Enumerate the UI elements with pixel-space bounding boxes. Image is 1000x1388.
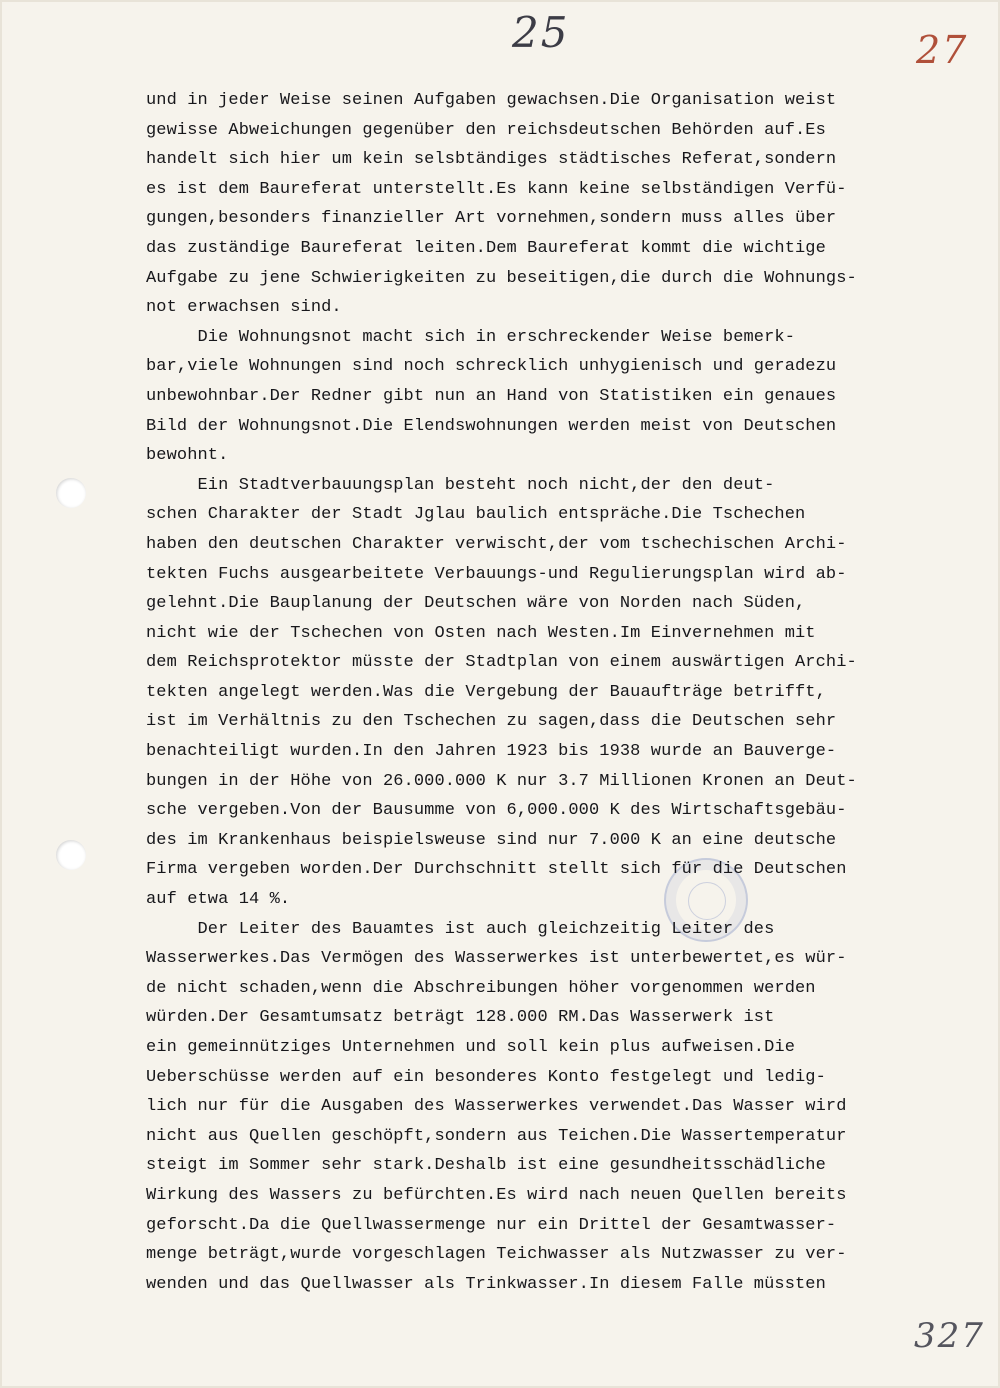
text-line: Wasserwerkes.Das Vermögen des Wasserwerkes ist unterbewertet,es wür- — [146, 949, 847, 969]
punch-hole-top — [56, 478, 86, 508]
text-line: wenden und das Quellwasser als Trinkwasser.In diesem Falle müssten — [146, 1274, 826, 1294]
text-line: ist im Verhältnis zu den Tschechen zu sagen,dass die Deutschen sehr — [146, 712, 837, 732]
handwritten-page-number-top-right: 27 — [916, 28, 969, 72]
text-line: nicht aus Quellen geschöpft,sondern aus Teichen.Die Wassertemperatur — [146, 1126, 847, 1146]
text-line: Aufgabe zu jene Schwierigkeiten zu beseitigen,die durch die Wohnungs- — [146, 268, 857, 288]
text-line: Firma vergeben worden.Der Durchschnitt stellt sich für die Deutschen — [146, 860, 847, 880]
punch-hole-bottom — [56, 840, 86, 870]
text-line: nicht wie der Tschechen von Osten nach Westen.Im Einvernehmen mit — [146, 623, 816, 643]
text-line: des im Krankenhaus beispielsweuse sind nur 7.000 K an eine deutsche — [146, 830, 837, 850]
text-line: handelt sich hier um kein selsbtändiges städtisches Referat,sondern — [146, 150, 837, 170]
text-line: lich nur für die Ausgaben des Wasserwerkes verwendet.Das Wasser wird — [146, 1097, 847, 1117]
text-line: es ist dem Baureferat unterstellt.Es kann keine selbständigen Verfü- — [146, 179, 847, 199]
text-line: haben den deutschen Charakter verwischt,der vom tschechischen Archi- — [146, 534, 847, 554]
text-line: not erwachsen sind. — [146, 298, 342, 318]
text-line: Die Wohnungsnot macht sich in erschreckender Weise bemerk- — [146, 327, 796, 347]
text-line: benachteiligt wurden.In den Jahren 1923 bis 1938 wurde an Bauverge- — [146, 742, 837, 762]
text-line: tekten angelegt werden.Was die Vergebung der Bauaufträge betrifft, — [146, 682, 826, 702]
text-line: menge beträgt,wurde vorgeschlagen Teichwasser als Nutzwasser zu ver- — [146, 1245, 847, 1265]
text-line: bar,viele Wohnungen sind noch schrecklich unhygienisch und geradezu — [146, 357, 837, 377]
text-line: und in jeder Weise seinen Aufgaben gewachsen.Die Organisation weist — [146, 91, 837, 110]
text-line: ein gemeinnütziges Unternehmen und soll kein plus aufweisen.Die — [146, 1038, 796, 1057]
text-line: tekten Fuchs ausgearbeitete Verbauungs-und Regulierungsplan wird ab- — [146, 564, 847, 584]
text-line: Bild der Wohnungsnot.Die Elendswohnungen werden meist von Deutschen — [146, 416, 837, 436]
handwritten-page-number-center: 25 — [512, 8, 570, 57]
text-line: gungen,besonders finanzieller Art vornehmen,sondern muss alles über — [146, 209, 837, 229]
typewritten-body-text — [146, 86, 986, 1299]
text-line: steigt im Sommer sehr stark.Deshalb ist eine gesundheitsschädliche — [146, 1156, 826, 1176]
text-line: schen Charakter der Stadt Jglau baulich entspräche.Die Tschechen — [146, 505, 806, 525]
text-line: würden.Der Gesamtumsatz beträgt 128.000 RM.Das Wasserwerk ist — [146, 1008, 775, 1028]
text-line: bewohnt. — [146, 446, 229, 466]
text-line: bungen in der Höhe von 26.000.000 K nur 3.7 Millionen Kronen an Deut- — [146, 771, 857, 791]
text-line: sche vergeben.Von der Bausumme von 6,000.000 K des Wirtschaftsgebäu- — [146, 801, 847, 821]
handwritten-page-number-bottom: 327 — [914, 1316, 985, 1356]
text-line: gewisse Abweichungen gegenüber den reichsdeutschen Behörden auf.Es — [146, 120, 826, 140]
text-line: Ueberschüsse werden auf ein besonderes Konto festgelegt und ledig- — [146, 1067, 826, 1087]
text-line: Wirkung des Wassers zu befürchten.Es wird nach neuen Quellen bereits — [146, 1185, 847, 1205]
text-line: gelehnt.Die Bauplanung der Deutschen wäre von Norden nach Süden, — [146, 594, 806, 614]
text-line: geforscht.Da die Quellwassermenge nur ein Drittel der Gesamtwasser- — [146, 1215, 837, 1235]
text-line: dem Reichsprotektor müsste der Stadtplan von einem auswärtigen Archi- — [146, 653, 857, 673]
text-line: de nicht schaden,wenn die Abschreibungen höher vorgenommen werden — [146, 978, 816, 998]
text-line: Der Leiter des Bauamtes ist auch gleichzeitig Leiter des — [146, 919, 775, 939]
text-line: das zuständige Baureferat leiten.Dem Baureferat kommt die wichtige — [146, 238, 826, 258]
text-line: auf etwa 14 %. — [146, 890, 291, 910]
text-line: unbewohnbar.Der Redner gibt nun an Hand von Statistiken ein genaues — [146, 386, 837, 406]
text-line: Ein Stadtverbauungsplan besteht noch nicht,der den deut- — [146, 475, 775, 495]
